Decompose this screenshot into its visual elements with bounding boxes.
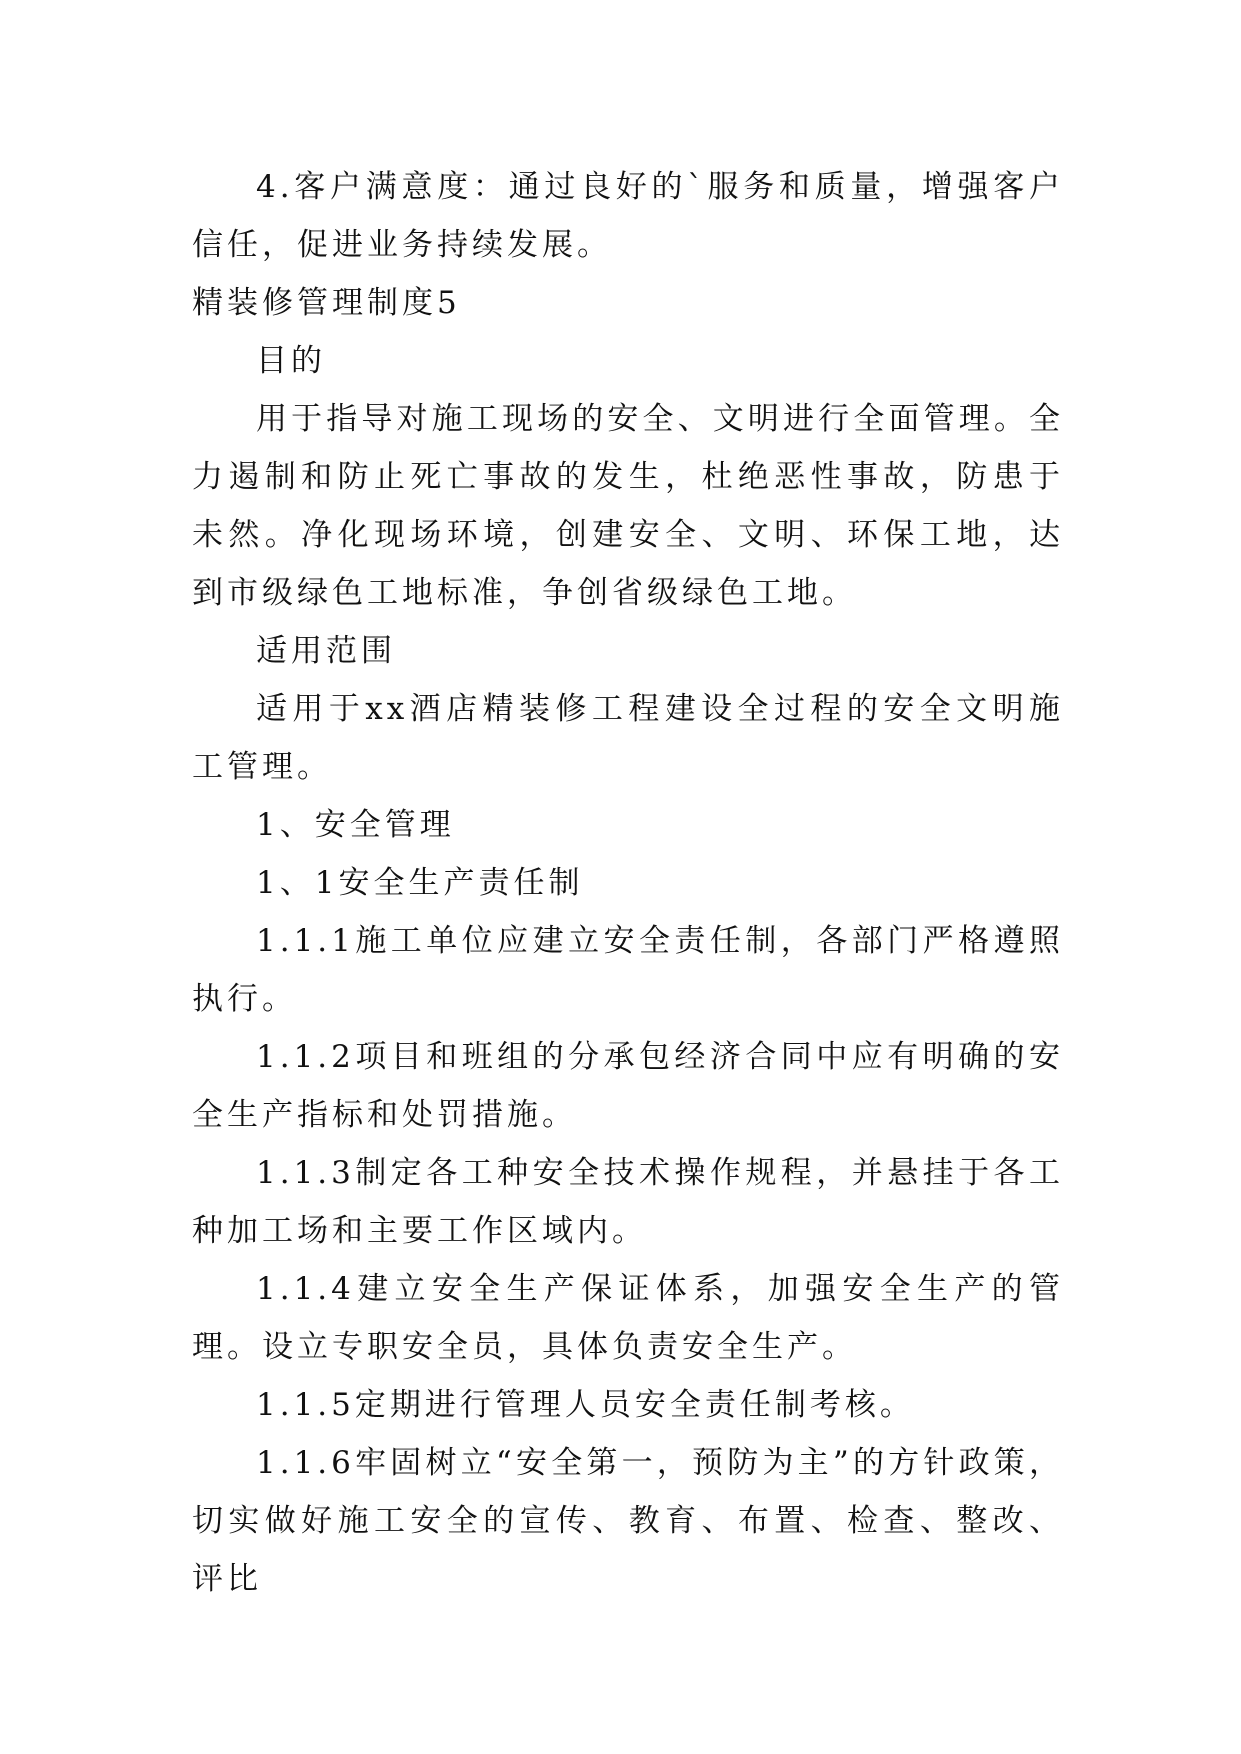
subheading-purpose: 目的 — [256, 343, 326, 379]
paragraph-customer-satisfaction: 4.客户满意度：通过良好的`服务和质量，增强客户信任，促进业务持续发展。 — [192, 169, 1064, 263]
clause-1-1-1: 1.1.1施工单位应建立安全责任制，各部门严格遵照执行。 — [192, 923, 1064, 1017]
clause-1-1-4: 1.1.4建立安全生产保证体系，加强安全生产的管理。设立专职安全员，具体负责安全生产。 — [192, 1271, 1064, 1365]
clause-1-1-5: 1.1.5定期进行管理人员安全责任制考核。 — [256, 1387, 915, 1423]
clause-1-1-3: 1.1.3制定各工种安全技术操作规程，并悬挂于各工种加工场和主要工作区域内。 — [192, 1155, 1064, 1249]
heading-safety-management: 1、安全管理 — [256, 807, 455, 843]
paragraph-scope: 适用于xx酒店精装修工程建设全过程的安全文明施工管理。 — [192, 691, 1064, 785]
section-title: 精装修管理制度5 — [192, 285, 461, 321]
document-page — [192, 158, 1064, 1608]
heading-safety-responsibility: 1、1安全生产责任制 — [256, 865, 584, 901]
subheading-scope: 适用范围 — [256, 633, 396, 669]
clause-1-1-6: 1.1.6牢固树立“安全第一，预防为主”的方针政策，切实做好施工安全的宣传、教育、布置、检查、整改、评比 — [192, 1445, 1064, 1597]
paragraph-purpose: 用于指导对施工现场的安全、文明进行全面管理。全力遏制和防止死亡事故的发生，杜绝恶性事故，防患于未然。净化现场环境，创建安全、文明、环保工地，达到市级绿色工地标准，争创省级绿色工地。 — [192, 401, 1064, 611]
clause-1-1-2: 1.1.2项目和班组的分承包经济合同中应有明确的安全生产指标和处罚措施。 — [192, 1039, 1064, 1133]
